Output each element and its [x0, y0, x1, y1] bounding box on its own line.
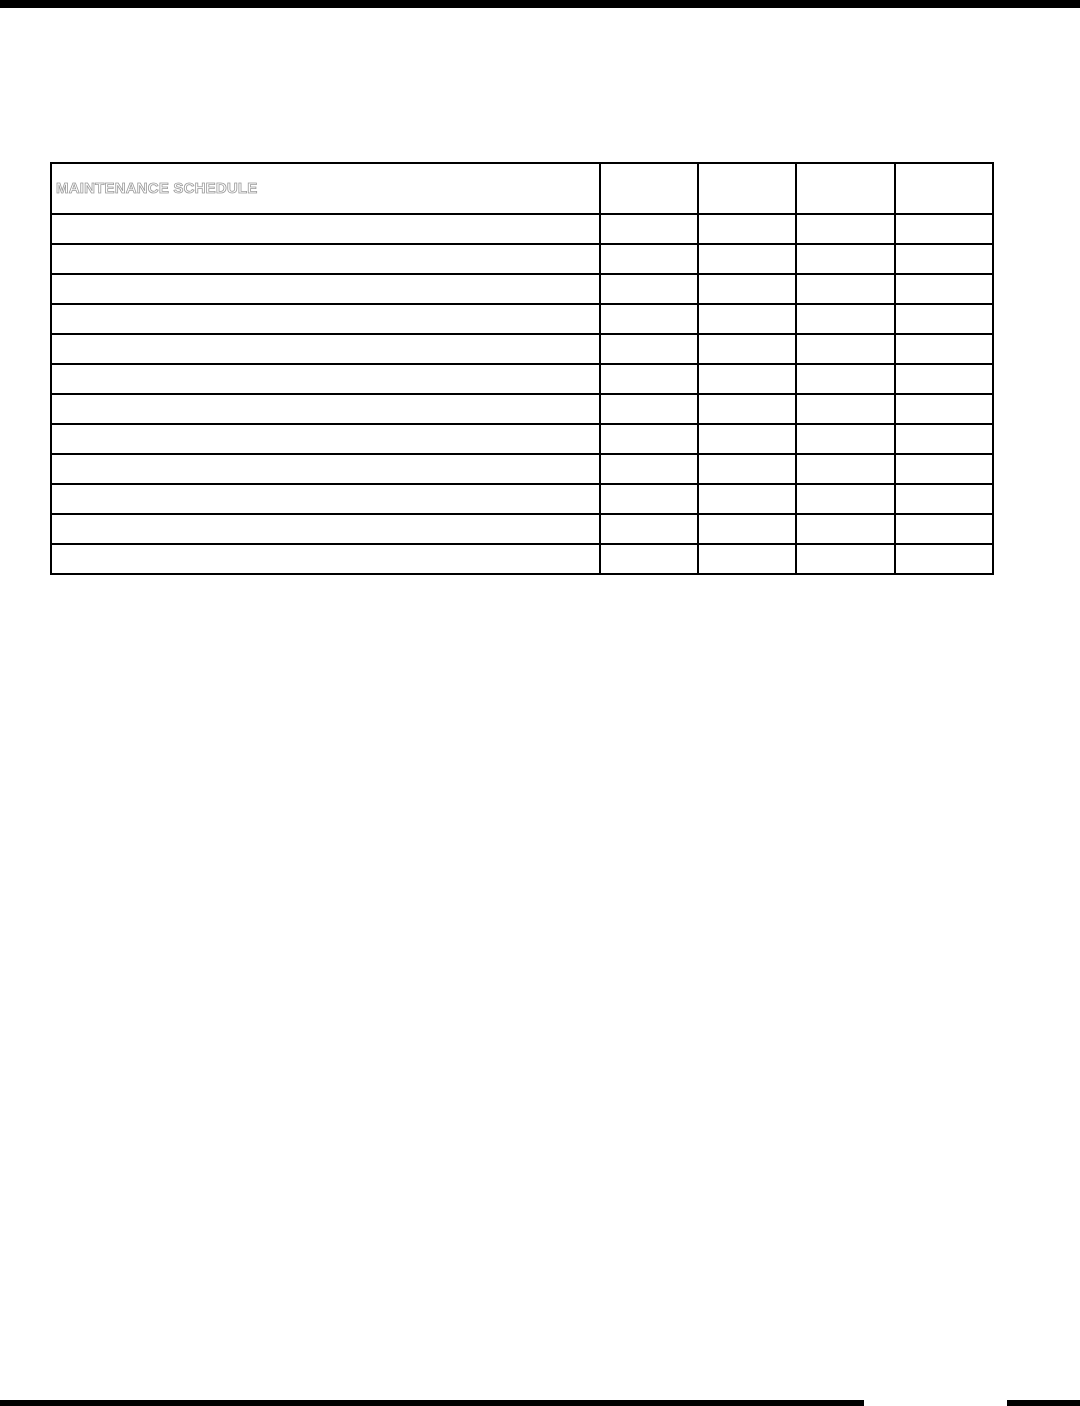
item-cell: [51, 484, 600, 514]
check-cell: [895, 274, 993, 304]
check-cell: [895, 544, 993, 574]
check-cell: [895, 334, 993, 364]
check-cell: [698, 274, 796, 304]
table-title-cell: [51, 163, 600, 214]
bottom-rule-right: [1007, 1400, 1080, 1406]
table-row: [51, 304, 993, 334]
item-cell: [51, 514, 600, 544]
table-row: [51, 364, 993, 394]
item-cell: [51, 364, 600, 394]
check-cell: [698, 544, 796, 574]
check-cell: [600, 304, 698, 334]
check-cell: [698, 334, 796, 364]
check-cell: [895, 214, 993, 244]
table-row: [51, 424, 993, 454]
top-rule: [0, 0, 1080, 8]
item-cell: [51, 544, 600, 574]
check-cell: [600, 364, 698, 394]
check-cell: [895, 304, 993, 334]
check-cell: [895, 514, 993, 544]
check-cell: [600, 514, 698, 544]
check-cell: [796, 424, 894, 454]
table-row: [51, 244, 993, 274]
table-row: [51, 274, 993, 304]
check-cell: [600, 334, 698, 364]
check-cell: [600, 244, 698, 274]
table-row: [51, 214, 993, 244]
check-cell: [895, 364, 993, 394]
item-cell: [51, 394, 600, 424]
check-cell: [600, 424, 698, 454]
table-row: [51, 394, 993, 424]
check-cell: [895, 394, 993, 424]
table-header-row: [51, 163, 993, 214]
table-row: [51, 484, 993, 514]
table-row: [51, 454, 993, 484]
check-cell: [796, 364, 894, 394]
check-cell: [796, 334, 894, 364]
item-cell: [51, 424, 600, 454]
check-cell: [698, 304, 796, 334]
bottom-rule-left: [0, 1400, 864, 1406]
check-cell: [895, 484, 993, 514]
check-cell: [600, 484, 698, 514]
check-cell: [600, 544, 698, 574]
check-cell: [796, 394, 894, 424]
table-row: [51, 514, 993, 544]
check-cell: [796, 274, 894, 304]
item-cell: [51, 454, 600, 484]
check-cell: [796, 214, 894, 244]
item-cell: [51, 334, 600, 364]
check-cell: [698, 394, 796, 424]
check-cell: [895, 424, 993, 454]
check-cell: [600, 394, 698, 424]
check-cell: [796, 514, 894, 544]
item-cell: [51, 214, 600, 244]
check-cell: [698, 514, 796, 544]
item-cell: [51, 274, 600, 304]
maintenance-schedule-table: [50, 162, 994, 575]
check-cell: [698, 424, 796, 454]
check-cell: [698, 364, 796, 394]
check-cell: [698, 454, 796, 484]
check-cell: [698, 214, 796, 244]
item-cell: [51, 244, 600, 274]
check-cell: [895, 244, 993, 274]
check-cell: [796, 454, 894, 484]
header-cell: [796, 163, 894, 214]
check-cell: [796, 304, 894, 334]
table-row: [51, 334, 993, 364]
check-cell: [698, 484, 796, 514]
check-cell: [796, 484, 894, 514]
check-cell: [698, 244, 796, 274]
header-cell: [698, 163, 796, 214]
check-cell: [796, 544, 894, 574]
check-cell: [895, 454, 993, 484]
check-cell: [600, 454, 698, 484]
table-title: MAINTENANCE SCHEDULE: [56, 179, 258, 197]
item-cell: [51, 304, 600, 334]
check-cell: [600, 274, 698, 304]
header-cell: [600, 163, 698, 214]
check-cell: [600, 214, 698, 244]
header-cell: [895, 163, 993, 214]
table-row: [51, 544, 993, 574]
check-cell: [796, 244, 894, 274]
